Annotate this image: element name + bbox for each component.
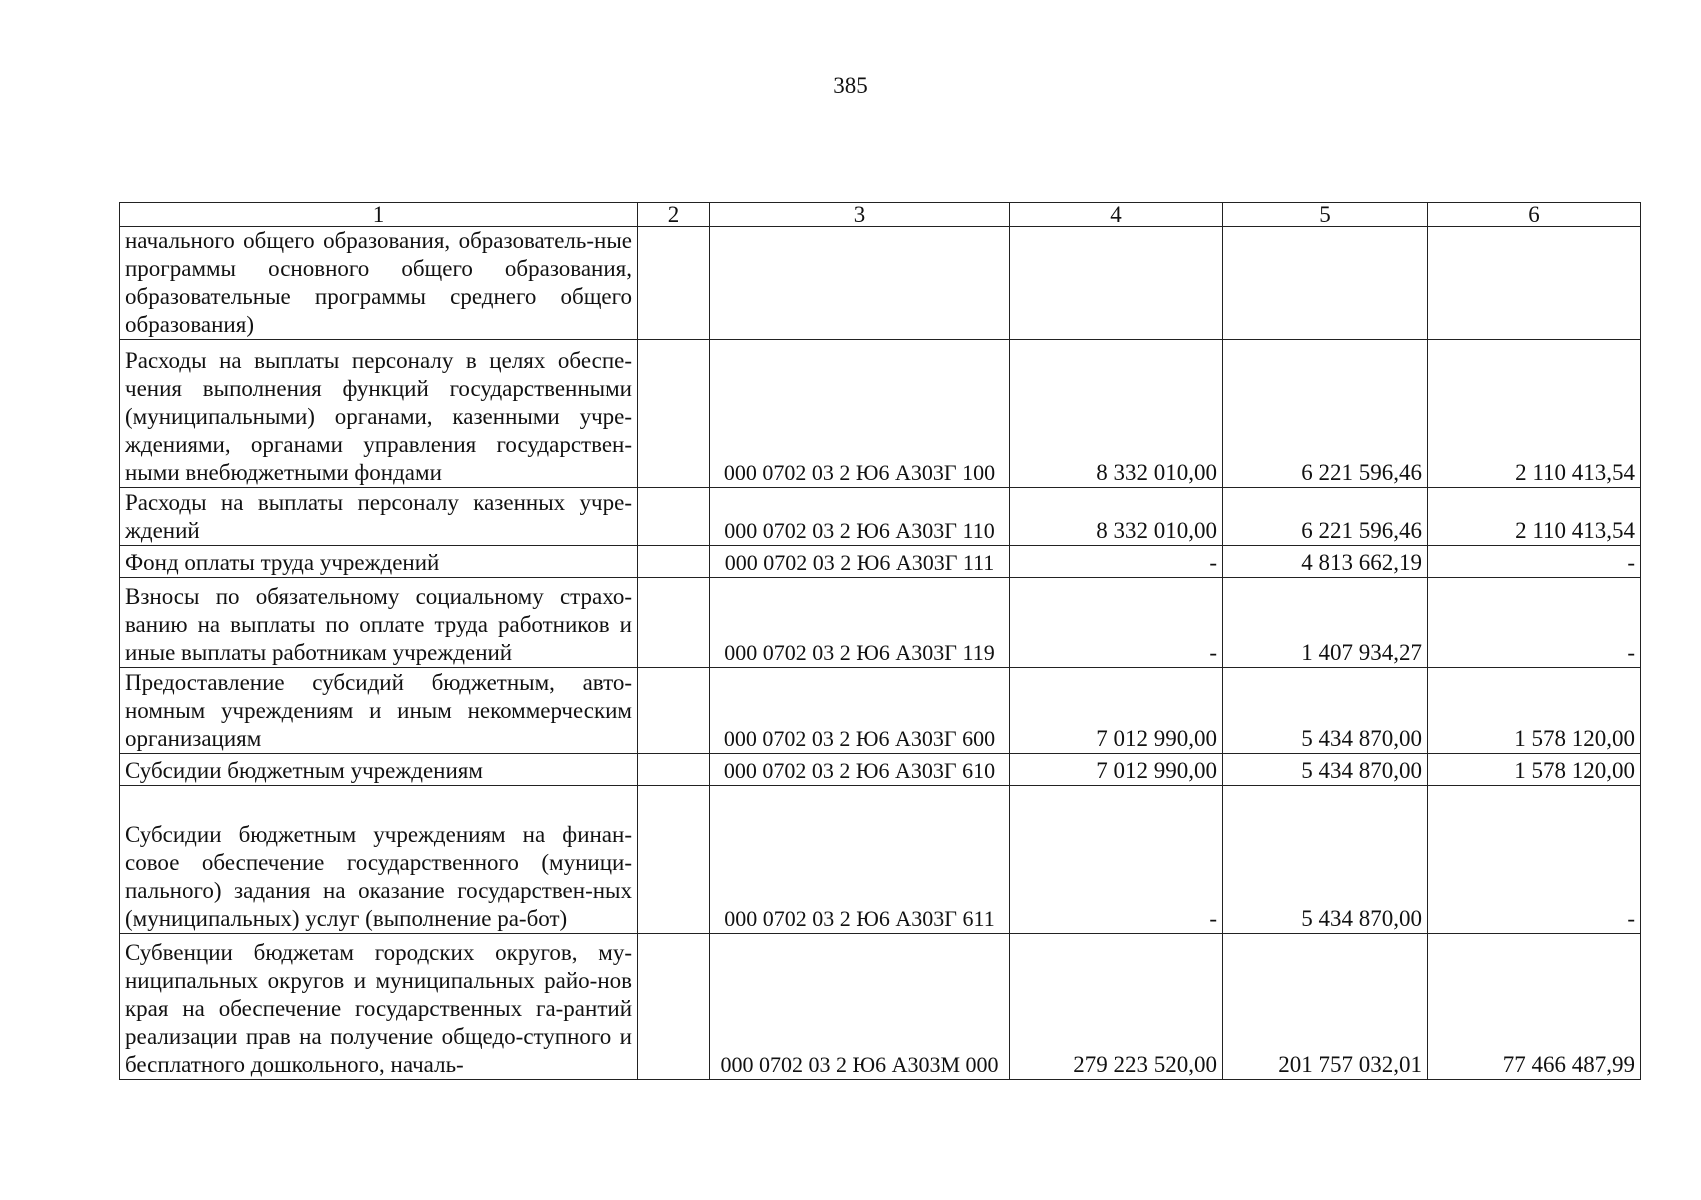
- column-header: 2: [638, 203, 710, 227]
- row-value-4: 7 012 990,00: [1010, 754, 1223, 786]
- row-value-4: -: [1010, 578, 1223, 668]
- table-row: [120, 546, 1641, 578]
- row-description: Расходы на выплаты персоналу казенных учре-ждений: [120, 488, 638, 546]
- row-col2: [638, 578, 710, 668]
- row-value-6: -: [1428, 578, 1641, 668]
- table-row: [120, 488, 1641, 546]
- row-value-6: -: [1428, 546, 1641, 578]
- row-code: 000 0702 03 2 Ю6 А303Г 110: [710, 488, 1010, 546]
- row-col2: [638, 227, 710, 340]
- table-row: [120, 668, 1641, 754]
- row-description: начального общего образования, образователь-ные программы основного общего образования, образовательные программы среднего общего образования): [120, 227, 638, 340]
- row-description: Фонд оплаты труда учреждений: [120, 546, 638, 578]
- row-description: Субсидии бюджетным учреждениям: [120, 754, 638, 786]
- row-value-5: 4 813 662,19: [1223, 546, 1428, 578]
- row-code: 000 0702 03 2 Ю6 А303Г 100: [710, 340, 1010, 488]
- row-code: 000 0702 03 2 Ю6 А303М 000: [710, 934, 1010, 1080]
- row-col2: [638, 786, 710, 934]
- row-value-4: 279 223 520,00: [1010, 934, 1223, 1080]
- column-header: 1: [120, 203, 638, 227]
- row-description: Субсидии бюджетным учреждениям на финан-совое обеспечение государственного (муници-пального) задания на оказание государствен-ных (муниципальных) услуг (выполнение ра-бот): [120, 786, 638, 934]
- row-value-4: 8 332 010,00: [1010, 340, 1223, 488]
- row-value-5: [1223, 227, 1428, 340]
- row-col2: [638, 934, 710, 1080]
- row-value-5: 6 221 596,46: [1223, 340, 1428, 488]
- row-value-4: 8 332 010,00: [1010, 488, 1223, 546]
- row-value-6: 77 466 487,99: [1428, 934, 1641, 1080]
- row-value-4: -: [1010, 546, 1223, 578]
- table-row: [120, 934, 1641, 1080]
- table-row: [120, 227, 1641, 340]
- row-col2: [638, 546, 710, 578]
- row-value-5: 5 434 870,00: [1223, 786, 1428, 934]
- column-header: 6: [1428, 203, 1641, 227]
- row-description: Расходы на выплаты персоналу в целях обеспе-чения выполнения функций государственными (муниципальными) органами, казенными учре-ждениями, органами управления государствен-ными внебюджетными фондами: [120, 340, 638, 488]
- table-header-row: [120, 203, 1641, 227]
- row-value-6: -: [1428, 786, 1641, 934]
- row-value-6: 1 578 120,00: [1428, 754, 1641, 786]
- row-value-6: 2 110 413,54: [1428, 488, 1641, 546]
- row-code: [710, 227, 1010, 340]
- row-code: 000 0702 03 2 Ю6 А303Г 610: [710, 754, 1010, 786]
- row-col2: [638, 754, 710, 786]
- row-value-4: -: [1010, 786, 1223, 934]
- budget-table: [119, 202, 1641, 1080]
- column-header: 5: [1223, 203, 1428, 227]
- row-value-5: 5 434 870,00: [1223, 668, 1428, 754]
- row-value-5: 201 757 032,01: [1223, 934, 1428, 1080]
- row-code: 000 0702 03 2 Ю6 А303Г 111: [710, 546, 1010, 578]
- row-description: Предоставление субсидий бюджетным, авто-номным учреждениям и иным некоммерческим организациям: [120, 668, 638, 754]
- row-col2: [638, 668, 710, 754]
- row-value-5: 5 434 870,00: [1223, 754, 1428, 786]
- table-row: [120, 340, 1641, 488]
- table-row: [120, 754, 1641, 786]
- row-description: Взносы по обязательному социальному страхо-ванию на выплаты по оплате труда работников и иные выплаты работникам учреждений: [120, 578, 638, 668]
- column-header: 3: [710, 203, 1010, 227]
- row-value-4: [1010, 227, 1223, 340]
- table-row: [120, 578, 1641, 668]
- row-code: 000 0702 03 2 Ю6 А303Г 611: [710, 786, 1010, 934]
- row-value-6: 1 578 120,00: [1428, 668, 1641, 754]
- row-code: 000 0702 03 2 Ю6 А303Г 600: [710, 668, 1010, 754]
- row-description: Субвенции бюджетам городских округов, му-ниципальных округов и муниципальных райо-нов края на обеспечение государственных га-рантий реализации прав на получение общедо-ступного и бесплатного дошкольного, началь-: [120, 934, 638, 1080]
- row-value-6: [1428, 227, 1641, 340]
- column-header: 4: [1010, 203, 1223, 227]
- table-row: [120, 786, 1641, 934]
- row-code: 000 0702 03 2 Ю6 А303Г 119: [710, 578, 1010, 668]
- row-col2: [638, 340, 710, 488]
- page-number: 385: [833, 73, 868, 98]
- row-value-4: 7 012 990,00: [1010, 668, 1223, 754]
- row-value-5: 6 221 596,46: [1223, 488, 1428, 546]
- row-value-6: 2 110 413,54: [1428, 340, 1641, 488]
- row-value-5: 1 407 934,27: [1223, 578, 1428, 668]
- row-col2: [638, 488, 710, 546]
